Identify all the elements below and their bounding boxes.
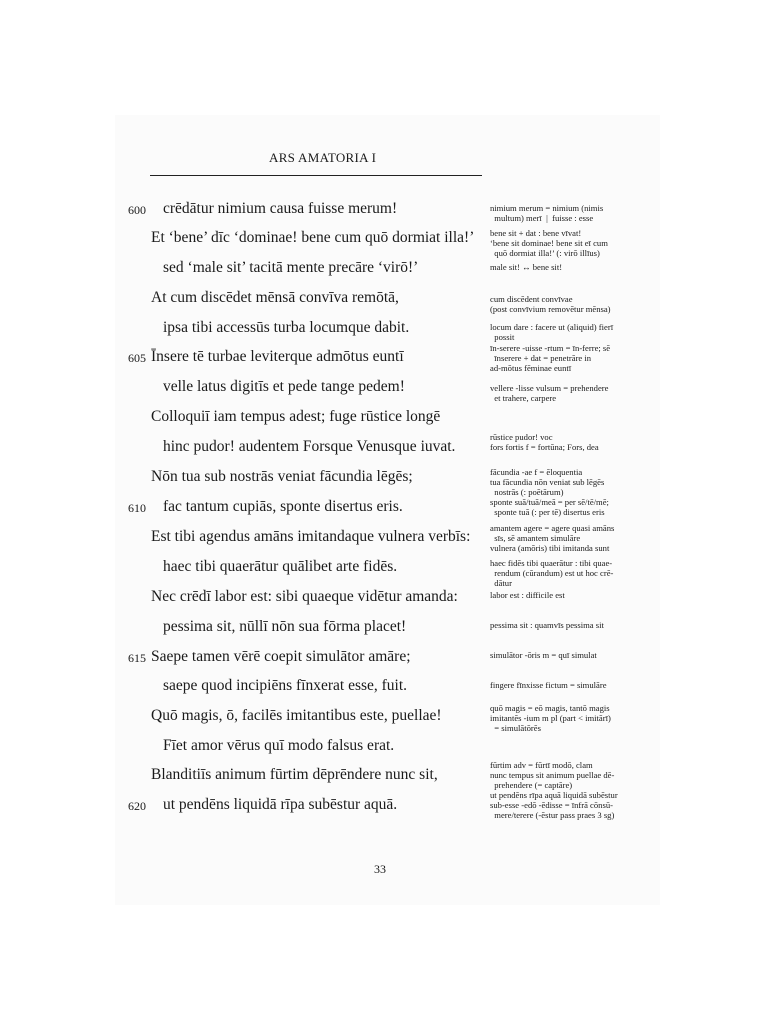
verse-line: Est tibi agendus amāns imitandaque vulnera verbīs: bbox=[151, 528, 471, 545]
margin-note: labor est : difficile est bbox=[490, 590, 565, 600]
margin-note: pessima sit : quamvīs pessima sit bbox=[490, 620, 604, 630]
margin-note: īn-serere -uisse -rtum = īn-ferre; sē īnserere + dat = penetrāre in ad-mōtus fēminae euntī bbox=[490, 343, 611, 373]
line-number: 605 bbox=[128, 351, 146, 365]
verse-line: ut pendēns liquidā rīpa subēstur aquā. bbox=[163, 796, 398, 813]
margin-note: amantem agere = agere quasi amāns sīs, sē amantem simulāre vulnera (amōris) tibi imitanda sunt bbox=[490, 523, 615, 553]
verse-line: Et ‘bene’ dīc ‘dominae! bene cum quō dormiat illa!’ bbox=[151, 229, 475, 246]
verse-line: Blanditiīs animum fūrtim dēprēndere nunc sit, bbox=[151, 766, 438, 783]
line-number: 600 bbox=[128, 203, 146, 217]
line-number: 620 bbox=[128, 799, 146, 813]
margin-note: quō magis = eō magis, tantō magis imitantēs -ium m pl (part < imitārī) = simulātōrēs bbox=[490, 703, 611, 733]
margin-note: bene sit + dat : bene vīvat! ‘bene sit dominae! bene sit eī cum quō dormiat illa!’ (: virō illīus) bbox=[490, 228, 608, 258]
margin-note: cum discēdent convīvae (post convīvium removētur mēnsa) bbox=[490, 294, 611, 314]
verse-line: fac tantum cupiās, sponte disertus eris. bbox=[163, 498, 403, 515]
margin-note: haec fidēs tibi quaerātur : tibi quae- rendum (cūrandum) est ut hoc crē- dātur bbox=[490, 558, 614, 588]
verse-line: velle latus digitīs et pede tange pedem! bbox=[163, 378, 405, 395]
margin-note: male sit! ↔ bene sit! bbox=[490, 262, 563, 272]
margin-note: fūrtim adv = fūrtī modō, clam nunc tempus sit animum puellae dē- prehendere (= captāre) ut pendēns rīpa aquā liquidā subēstur sub-esse -edō -ēdisse = īnfrā cōnsū- mere/terere (-ēstur pass praes 3 sg) bbox=[490, 760, 618, 820]
verse-line: Īnsere tē turbae leviterque admōtus euntī bbox=[151, 348, 404, 365]
verse-line: Colloquiī iam tempus adest; fuge rūstice longē bbox=[151, 408, 441, 425]
running-title: ARS AMATORIA I bbox=[269, 150, 377, 165]
margin-note: nimium merum = nimium (nimis multum) merī | fuisse : esse bbox=[490, 203, 604, 223]
verse-line: crēdātur nimium causa fuisse merum! bbox=[163, 200, 398, 217]
line-number: 610 bbox=[128, 501, 146, 515]
verse-line: pessima sit, nūllī nōn sua fōrma placet! bbox=[163, 618, 407, 635]
margin-note: vellere -lisse vulsum = prehendere et trahere, carpere bbox=[490, 383, 609, 403]
verse-line: At cum discēdet mēnsā convīva remōtā, bbox=[151, 289, 399, 306]
verse-line: haec tibi quaerātur quālibet arte fidēs. bbox=[163, 558, 398, 575]
margin-note: fācundia -ae f = ēloquentia tua fācundia nōn veniat sub lēgēs nostrās (: poētārum) sponte suā/tuā/meā = per sē/tē/mē; sponte tuā (: per tē) disertus eris bbox=[490, 467, 609, 517]
header-rule bbox=[150, 175, 482, 176]
verse-line: Nec crēdī labor est: sibi quaeque vidētur amanda: bbox=[151, 588, 458, 605]
margin-note: fingere fīnxisse fictum = simulāre bbox=[490, 680, 607, 690]
verse-line: Quō magis, ō, facilēs imitantibus este, puellae! bbox=[151, 707, 442, 724]
margin-note: locum dare : facere ut (aliquid) fierī possit bbox=[490, 322, 614, 342]
verse-line: ipsa tibi accessūs turba locumque dabit. bbox=[163, 319, 410, 336]
margin-note: simulātor -ōris m = quī simulat bbox=[490, 650, 597, 660]
verse-line: Fīet amor vērus quī modo falsus erat. bbox=[163, 737, 395, 754]
verse-line: Saepe tamen vērē coepit simulātor amāre; bbox=[151, 648, 411, 665]
line-number: 615 bbox=[128, 651, 146, 665]
page-number: 33 bbox=[374, 862, 386, 876]
verse-line: saepe quod incipiēns fīnxerat esse, fuit. bbox=[163, 677, 408, 694]
verse-line: hinc pudor! audentem Forsque Venusque iuvat. bbox=[163, 438, 456, 455]
margin-note: rūstice pudor! voc fors fortis f = fortūna; Fors, dea bbox=[490, 432, 599, 452]
verse-line: sed ‘male sit’ tacitā mente precāre ‘virō!’ bbox=[163, 259, 419, 276]
verse-line: Nōn tua sub nostrās veniat fācundia lēgēs; bbox=[151, 468, 413, 485]
